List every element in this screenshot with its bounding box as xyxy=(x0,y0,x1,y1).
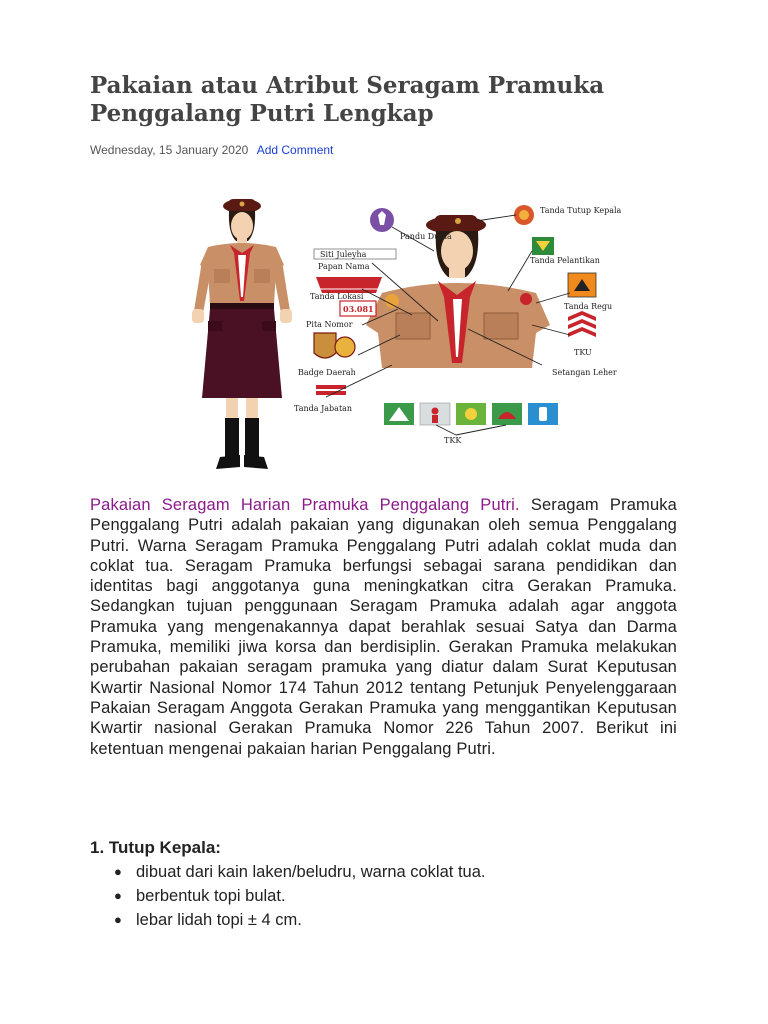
label-tanda-lokasi: Tanda Lokasi xyxy=(310,292,364,301)
add-comment-link[interactable]: Add Comment xyxy=(256,143,334,157)
section-heading: 1. Tutup Kepala: xyxy=(90,838,221,857)
list-item-text: lebar lidah topi ± 4 cm. xyxy=(136,911,302,929)
intro-paragraph xyxy=(90,495,677,759)
label-tku: TKU xyxy=(574,348,592,357)
label-pita-number: 03.081 xyxy=(343,304,374,314)
intro-body-text: Seragam Pramuka Penggalang Putri adalah pakaian yang digunakan oleh semua Penggalang Putri. Warna Seragam Pramuka Penggalang Putri adalah coklat muda dan coklat tua. Seragam Pramuka berfungsi sebagai sarana pendidikan dan identitas bagi anggotanya guna meningkatkan citra Gerakan Pramuka. Sedangkan tujuan penggunaan Seragam Pramuka adalah agar anggota Pramuka yang mengenakannya dapat berahlak sesuai Satya dan Darma Pramuka, memiliki jiwa korsa dan berdisiplin. Gerakan Pramuka melakukan perubahan pakaian seragam pramuka yang diatur dalam Surat Keputusan Kwartir Nasional Nomor 174 Tahun 2012 tentang Petunjuk Penyelenggaraan Pakaian Seragam Anggota Gerakan Pramuka yang menggantikan Keputusan Kwartir nasional Gerakan Pramuka Nomor 226 Tahun 2007. Berikut ini ketentuan mengenai pakaian harian Penggalang Putri. xyxy=(90,496,677,758)
label-tutup-kepala: Tanda Tutup Kepala xyxy=(540,206,622,215)
label-pandu-dunia: Pandu Dunia xyxy=(400,232,452,241)
list-item xyxy=(108,884,485,908)
label-tanda-pelantikan: Tanda Pelantikan xyxy=(530,256,600,265)
bullet-icon: ● xyxy=(114,912,122,927)
requirements-list xyxy=(108,860,485,932)
left-figure xyxy=(192,199,292,469)
list-item-text: berbentuk topi bulat. xyxy=(136,887,286,905)
label-tkk: TKK xyxy=(444,436,462,445)
label-papan-nama: Papan Nama xyxy=(318,262,370,271)
label-tanda-regu: Tanda Regu xyxy=(564,302,613,311)
intro-lead-link[interactable]: Pakaian Seragam Harian Pramuka Penggalang Putri. xyxy=(90,496,520,514)
uniform-illustration xyxy=(186,193,624,483)
label-badge-daerah: Badge Daerah xyxy=(298,368,356,377)
label-pita-nomor: Pita Nomor xyxy=(306,320,353,329)
post-date: Wednesday, 15 January 2020 xyxy=(90,143,249,157)
bullet-icon: ● xyxy=(114,864,122,879)
list-item xyxy=(108,860,485,884)
bullet-icon: ● xyxy=(114,888,122,903)
post-meta xyxy=(90,143,333,157)
label-tanda-jabatan: Tanda Jabatan xyxy=(294,404,353,413)
label-setangan-leher: Setangan Leher xyxy=(552,368,617,377)
label-name-text: Siti Juleyha xyxy=(320,250,367,259)
right-figure xyxy=(366,215,550,368)
list-item-text: dibuat dari kain laken/beludru, warna coklat tua. xyxy=(136,863,486,881)
article-title: Pakaian atau Atribut Seragam Pramuka Penggalang Putri Lengkap xyxy=(90,72,605,127)
list-item xyxy=(108,908,485,932)
